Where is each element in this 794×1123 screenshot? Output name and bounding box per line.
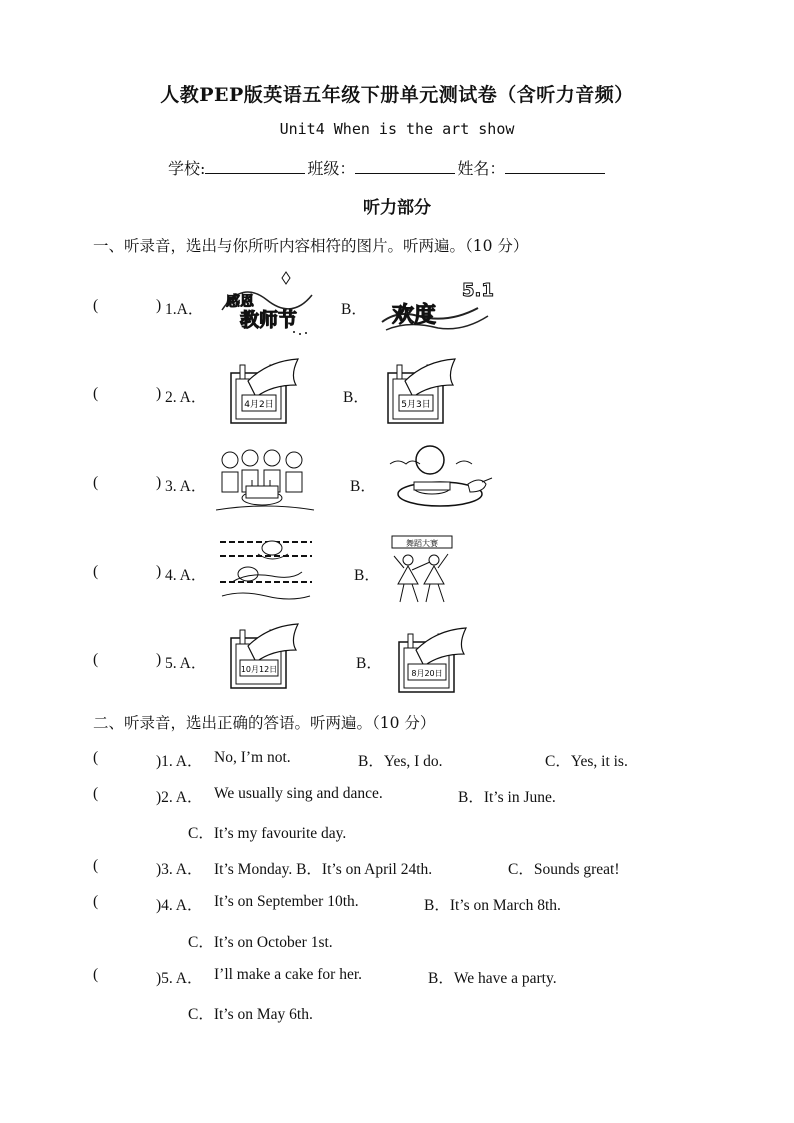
- p2-q3-number: )3. A．: [156, 861, 203, 878]
- p1-q1-b: B．: [341, 301, 367, 318]
- answer-paren-3[interactable]: (: [93, 474, 99, 491]
- calendar-date-q2a: 4月2日: [244, 400, 274, 410]
- p1-q4-b: B．: [354, 567, 380, 584]
- teachers-day-picture: [212, 270, 322, 338]
- p2-q1-option-c: C．Yes, it is.: [545, 753, 628, 770]
- p2-q2-option-c: C．It’s my favourite day.: [188, 825, 347, 842]
- p2-q5-option-b: B．We have a party.: [428, 970, 557, 987]
- p1-q5-b: B．: [356, 655, 382, 672]
- calendar-date-q2b: 5月3日: [401, 400, 431, 410]
- p2-q3-option-c: C．Sounds great!: [508, 861, 620, 878]
- p1-q2-number: 2. A．: [165, 389, 207, 406]
- p2-q3-option-a-b: It’s Monday. B．It’s on April 24th.: [214, 861, 433, 878]
- calendar-icon: [228, 355, 303, 427]
- p2-q4-option-c: C．It’s on October 1st.: [188, 934, 333, 951]
- p1-q1-close: ): [156, 297, 162, 314]
- part2-heading: 二、听录音，选出正确的答语。听两遍。（10 分）: [93, 714, 436, 732]
- p2-q5-option-c: C．It’s on May 6th.: [188, 1006, 313, 1023]
- may-day-badge: 5.1: [462, 280, 494, 301]
- p2-q1-option-b: B．Yes, I do.: [358, 753, 443, 770]
- class-blank[interactable]: [355, 159, 455, 174]
- mooncake-icon: [388, 440, 496, 514]
- p2-q2-number: )2. A．: [156, 789, 203, 806]
- p1-q2-close: ): [156, 385, 162, 402]
- answer-paren-1[interactable]: (: [93, 297, 99, 314]
- may-day-text: 欢度: [392, 303, 437, 328]
- p1-q3-b: B．: [350, 478, 376, 495]
- answer-paren-4[interactable]: (: [93, 563, 99, 580]
- answer-paren-5[interactable]: (: [93, 651, 99, 668]
- p2-q1-option-a: No, I’m not.: [214, 749, 291, 766]
- may-day-picture: [378, 272, 496, 340]
- p1-q2-b: B．: [343, 389, 369, 406]
- p2-q1-number: )1. A．: [156, 753, 203, 770]
- page-title: 人教PEP版英语五年级下册单元测试卷（含听力音频）: [160, 84, 634, 106]
- unit-subtitle: Unit4 When is the art show: [279, 120, 515, 138]
- svg-text:感恩: 感恩: [226, 294, 254, 310]
- swimming-icon: [218, 534, 314, 606]
- p2-q4-option-a: It’s on September 10th.: [214, 893, 359, 910]
- p2-answer-paren-4[interactable]: (: [93, 893, 99, 910]
- p1-q3-number: 3. A．: [165, 478, 207, 495]
- p1-q5-close: ): [156, 651, 162, 668]
- teachers-day-text: 教师节: [240, 309, 298, 331]
- school-blank[interactable]: [205, 159, 305, 174]
- part1-heading: 一、听录音，选出与你所听内容相符的图片。听两遍。（10 分）: [93, 237, 529, 255]
- calendar-icon: [385, 355, 460, 427]
- p2-answer-paren-2[interactable]: (: [93, 785, 99, 802]
- dance-contest-sign: 舞蹈大赛: [406, 539, 438, 548]
- p2-q4-number: )4. A．: [156, 897, 203, 914]
- p2-answer-paren-1[interactable]: (: [93, 749, 99, 766]
- dance-contest-icon: [388, 532, 462, 608]
- p2-q4-option-b: B．It’s on March 8th.: [424, 897, 561, 914]
- p1-q5-number: 5. A．: [165, 655, 207, 672]
- answer-paren-2[interactable]: (: [93, 385, 99, 402]
- p1-q4-close: ): [156, 563, 162, 580]
- school-label: 学校:: [168, 159, 206, 178]
- class-label: 班级：: [307, 159, 356, 178]
- birthday-party-icon: [216, 446, 316, 516]
- p2-q5-number: )5. A．: [156, 970, 203, 987]
- calendar-date-q5b: 8月20日: [411, 669, 443, 678]
- p2-q5-option-a: I’ll make a cake for her.: [214, 966, 363, 983]
- listening-section-title: 听力部分: [363, 198, 431, 218]
- student-info-line: [168, 156, 607, 179]
- p1-q3-close: ): [156, 474, 162, 491]
- calendar-icon: [228, 620, 303, 692]
- calendar-date-q5a: 10月12日: [240, 665, 278, 674]
- p2-q2-option-b: B．It’s in June.: [458, 789, 556, 806]
- name-label: 姓名：: [457, 159, 506, 178]
- p1-q1-number: 1.A．: [165, 301, 204, 318]
- p2-q2-option-a: We usually sing and dance.: [214, 785, 383, 802]
- p2-answer-paren-5[interactable]: (: [93, 966, 99, 983]
- p2-answer-paren-3[interactable]: (: [93, 857, 99, 874]
- p1-q4-number: 4. A．: [165, 567, 207, 584]
- calendar-icon: [396, 624, 471, 696]
- name-blank[interactable]: [505, 159, 605, 174]
